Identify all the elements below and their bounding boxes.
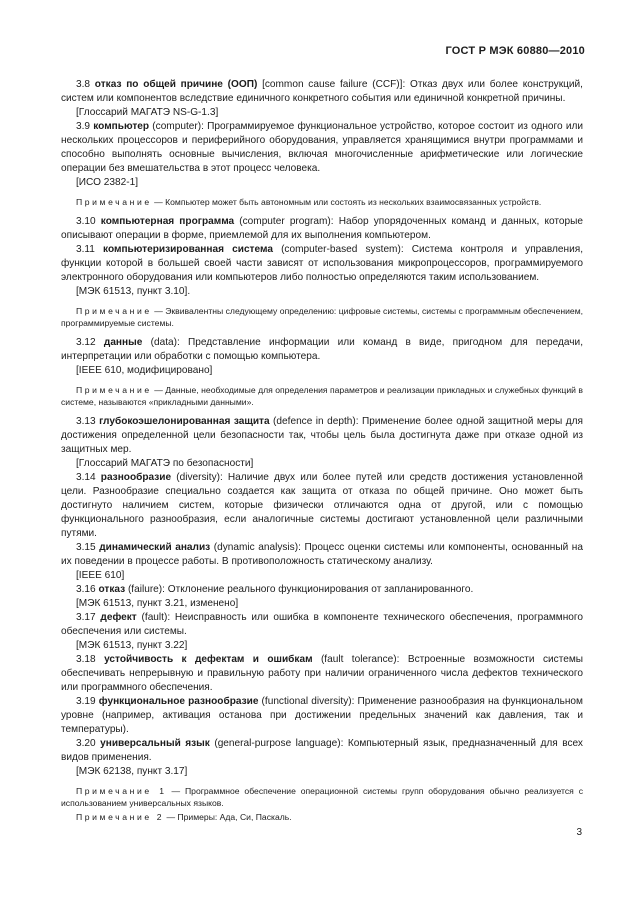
term-number: 3.13 [76, 415, 96, 427]
term-definition: (general-purpose language): Компьютерный язык, предназначенный для всех видов применения. [61, 737, 583, 763]
term-title: компьютерная программа [100, 215, 235, 227]
term-definition: (computer-based system): Система контроля и управления, функции которой в большей своей части зависят от использования микропроцессоров, программируемого электронного оборудования или компьютеров либо полностью определяются таким использованием. [61, 243, 583, 283]
term-title: глубокоэшелонированная защита [99, 415, 270, 427]
term-entry [61, 415, 583, 457]
term-definition: (defence in depth): Применение более одной защитной меры для достижения определенной цели безопасности так, чтобы цель была достигнута даже при отказе одной из защитных мер. [61, 415, 583, 455]
term-entry [61, 611, 583, 639]
term-entry [61, 695, 583, 737]
term-entry [61, 120, 583, 176]
note [61, 811, 583, 824]
term-title: дефект [100, 611, 137, 623]
term-definition: (failure): Отклонение реального функционирования от запланированного. [125, 583, 474, 595]
note-text: — Данные, необходимые для определения параметров и реализации прикладных и служебных функций в системе, называются «прикладными данными». [61, 384, 583, 407]
term-number: 3.18 [76, 653, 96, 665]
note-text: — Компьютер может быть автономным или состоять из нескольких взаимосвязанных устройств. [151, 197, 542, 207]
term-number: 3.16 [76, 583, 96, 595]
term-entry [61, 336, 583, 364]
term-title: динамический анализ [99, 541, 211, 553]
term-definition: (diversity): Наличие двух или более путей или средств достижения установленной цели. Разнообразие специально создается как защита от отказа по общей причине. Оно может быть достигнуто наличием систем, которые физически отличаются одна от другой, или с помощью функционального разнообразия, если аналогичные системы достигают установленной цели различными путями. [61, 471, 583, 539]
term-title: устойчивость к дефектам и ошибкам [104, 653, 313, 665]
term-number: 3.19 [76, 695, 96, 707]
term-title: данные [103, 336, 143, 348]
term-reference: [МЭК 61513, пункт 3.10]. [76, 285, 191, 297]
note-label: Примечание [76, 384, 152, 395]
term-number: 3.12 [76, 336, 96, 348]
term-definition: (computer program): Набор упорядоченных команд и данных, которые описывают операции в форме, приемлемой для их выполнения компьютером. [61, 215, 583, 241]
term-number: 3.11 [76, 243, 95, 255]
term-entry [61, 653, 583, 695]
note-label: Примечание [76, 305, 152, 316]
note-text: — Эквивалентны следующему определению: цифровые системы, системы с программным обеспечением, программируемые системы. [61, 305, 583, 328]
term-title: компьютер [93, 121, 150, 132]
term-entry [61, 583, 583, 597]
term-title: функциональное разнообразие [98, 695, 259, 707]
term-number: 3.17 [76, 611, 96, 623]
term-title: универсальный язык [100, 737, 210, 749]
term-number: 3.15 [76, 541, 96, 553]
term-definition: (data): Представление информации или команд в виде, пригодном для передачи, интерпретации или обработки с помощью компьютера. [61, 336, 583, 362]
note-label: Примечание [76, 197, 152, 207]
term-definition: [common cause failure (CCF)]: Отказ двух или более конструкций, систем или компонентов вследствие единичного конкретного события или единичной конкретной причины. [61, 79, 583, 104]
term-entry [61, 541, 583, 569]
standard-header: ГОСТ Р МЭК 60880—2010 [445, 45, 585, 57]
term-definition: (dynamic analysis): Процесс оценки системы или компоненты, основанный на их поведении в процессе работы. В противоположность статическому анализу. [61, 541, 583, 567]
term-number: 3.9 [76, 121, 91, 132]
note-text: — Программное обеспечение операционной системы групп оборудования обычно реализуется с использованием универсальных языков. [61, 785, 584, 808]
term-reference: [Глоссарий МАГАТЭ по безопасности] [76, 457, 254, 469]
term-definition: (computer): Программируемое функциональное устройство, которое состоит из одного или нескольких процессоров и периферийного оборудования, управляется хранящимися внутри программами и способно выполнять основные вычисления, включая многочисленные арифметические или логические операции без вмешательства в этот процесс человека. [61, 121, 583, 174]
term-title: отказ по общей причине (ООП) [94, 79, 258, 90]
term-definition: (fault): Неисправность или ошибка в компоненте технического обеспечения, программного обеспечения или системы. [61, 611, 583, 637]
note [61, 785, 583, 810]
term-reference: [МЭК 61513, пункт 3.22] [76, 639, 188, 651]
term-reference: [МЭК 62138, пункт 3.17] [76, 765, 188, 777]
term-entry [61, 215, 583, 243]
term-entry [61, 471, 583, 541]
page-number: 3 [576, 827, 582, 838]
term-reference: [МЭК 61513, пункт 3.21, изменено] [76, 597, 239, 609]
term-title: компьютеризированная система [103, 243, 273, 255]
document-body [61, 78, 583, 829]
note [61, 305, 583, 330]
term-entry [61, 78, 583, 106]
note-label: Примечание 2 [76, 811, 165, 822]
term-number: 3.10 [76, 215, 96, 227]
term-reference: [IEEE 610, модифицировано] [76, 364, 213, 376]
term-definition: (fault tolerance): Встроенные возможности системы обеспечивать непрерывную и правильную работу при наличии ограниченного числа дефектов технического или программного обеспечения. [61, 653, 584, 693]
term-entry [61, 737, 583, 765]
note-label: Примечание 1 [76, 785, 167, 796]
term-reference: [Глоссарий МАГАТЭ NS-G-1.3] [76, 107, 219, 118]
term-number: 3.14 [76, 471, 96, 483]
term-definition: (functional diversity): Применение разнообразия на функциональном уровне (например, активация останова при достижении предельных значений как давления, так и температуры). [61, 695, 583, 735]
term-reference: [ИСО 2382-1] [76, 177, 139, 188]
term-title: отказ [98, 583, 126, 595]
note [61, 384, 583, 409]
note [61, 196, 583, 209]
term-reference: [IEEE 610] [76, 569, 125, 581]
term-number: 3.20 [76, 737, 96, 749]
note-text: — Примеры: Ада, Си, Паскаль. [164, 811, 292, 822]
term-entry [61, 243, 583, 285]
term-number: 3.8 [76, 79, 91, 90]
term-title: разнообразие [100, 471, 172, 483]
